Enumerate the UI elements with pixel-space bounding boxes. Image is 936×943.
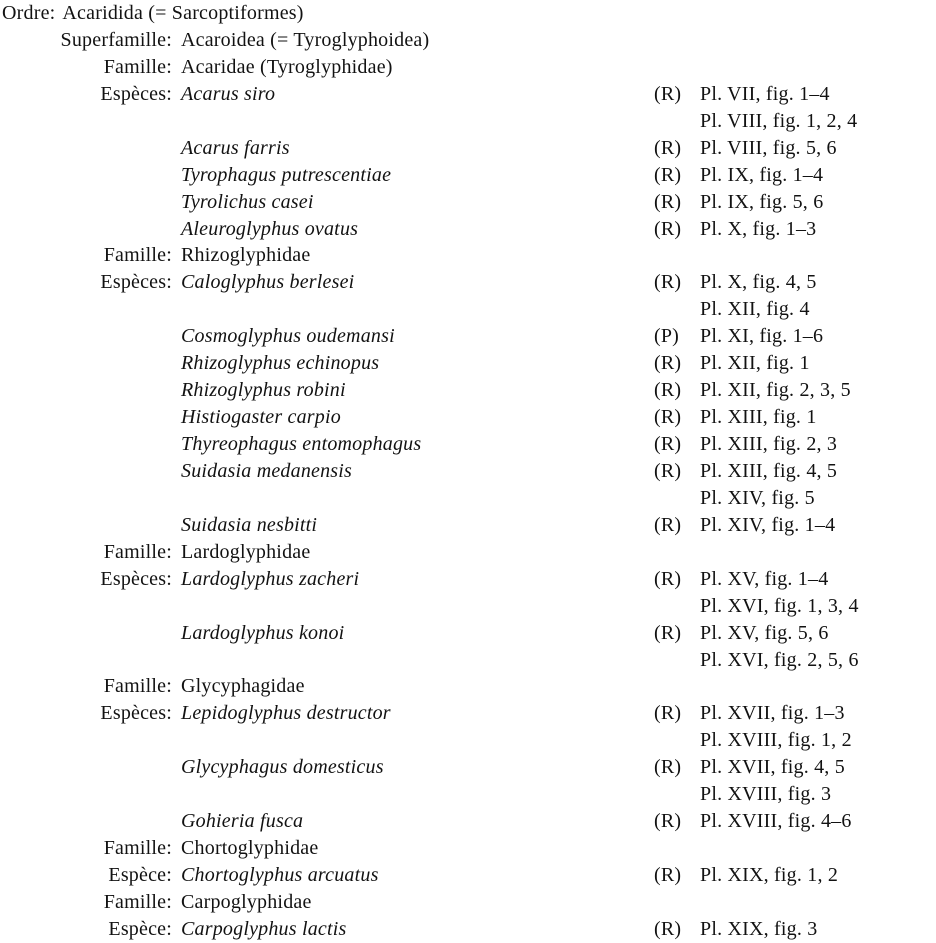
rank-label: Famille: bbox=[103, 244, 172, 267]
plate-figure-reference: Pl. XVII, fig. 1–3 bbox=[700, 702, 845, 725]
taxonomy-row bbox=[0, 862, 936, 889]
plate-figure-reference: Pl. X, fig. 4, 5 bbox=[700, 271, 817, 294]
taxon-name: Chortoglyphidae bbox=[181, 837, 319, 860]
species-name: Rhizoglyphus robini bbox=[181, 379, 346, 402]
taxon-name: Acaridida (= Sarcoptiformes) bbox=[62, 2, 304, 24]
rank-label: Famille: bbox=[103, 55, 172, 78]
taxon-name: Acaroidea (= Tyroglyphoidea) bbox=[181, 28, 430, 51]
rank-label: Espèce: bbox=[108, 917, 172, 940]
taxonomy-row bbox=[0, 485, 936, 512]
rank-label: Superfamille: bbox=[60, 28, 172, 51]
plate-figure-reference: Pl. XVI, fig. 2, 5, 6 bbox=[700, 648, 859, 671]
taxon-name: Acaridae (Tyroglyphidae) bbox=[181, 55, 393, 78]
species-name: Carpoglyphus lactis bbox=[181, 917, 347, 940]
species-name: Suidasia medanensis bbox=[181, 459, 353, 482]
status-marker: (R) bbox=[654, 433, 682, 455]
plate-figure-reference: Pl. IX, fig. 1–4 bbox=[700, 163, 824, 186]
species-name: Glycyphagus domesticus bbox=[181, 756, 384, 779]
plate-figure-reference: Pl. XV, fig. 5, 6 bbox=[700, 621, 829, 644]
status-marker: (R) bbox=[654, 810, 682, 833]
status-marker: (P) bbox=[654, 325, 680, 348]
plate-figure-reference: Pl. XIX, fig. 3 bbox=[700, 917, 818, 940]
taxonomy-row bbox=[0, 835, 936, 862]
taxonomy-row bbox=[0, 566, 936, 593]
status-marker: (R) bbox=[654, 217, 682, 240]
status-marker: (R) bbox=[654, 917, 682, 940]
taxon-name: Lardoglyphidae bbox=[181, 540, 311, 563]
rank-label: Famille: bbox=[103, 675, 172, 698]
species-name: Thyreophagus entomophagus bbox=[181, 433, 422, 455]
species-name: Acarus siro bbox=[181, 82, 276, 105]
taxon-name: Carpoglyphidae bbox=[181, 890, 312, 913]
rank-label: Espèces: bbox=[100, 702, 172, 725]
rank-label: Ordre: bbox=[2, 2, 56, 24]
status-marker: (R) bbox=[654, 163, 682, 186]
taxonomy-row bbox=[0, 296, 936, 323]
status-marker: (R) bbox=[654, 459, 682, 482]
taxonomy-row bbox=[0, 673, 936, 700]
taxonomy-row bbox=[0, 539, 936, 566]
plate-figure-reference: Pl. XVIII, fig. 1, 2 bbox=[700, 729, 852, 752]
plate-figure-reference: Pl. XIII, fig. 1 bbox=[700, 406, 817, 429]
status-marker: (R) bbox=[654, 379, 682, 402]
rank-label: Famille: bbox=[103, 837, 172, 860]
plate-figure-reference: Pl. VIII, fig. 1, 2, 4 bbox=[700, 109, 858, 132]
rank-label: Famille: bbox=[103, 890, 172, 913]
taxonomy-row bbox=[0, 727, 936, 754]
taxonomy-row bbox=[0, 808, 936, 835]
plate-figure-reference: Pl. XVI, fig. 1, 3, 4 bbox=[700, 594, 859, 617]
rank-label: Espèce: bbox=[108, 864, 172, 886]
plate-figure-reference: Pl. XII, fig. 1 bbox=[700, 352, 810, 375]
species-name: Histiogaster carpio bbox=[181, 406, 341, 429]
species-name: Rhizoglyphus echinopus bbox=[181, 352, 380, 375]
plate-figure-reference: Pl. X, fig. 1–3 bbox=[700, 217, 817, 240]
rank-label: Espèces: bbox=[100, 271, 172, 294]
taxonomy-row bbox=[0, 269, 936, 296]
plate-figure-reference: Pl. XVIII, fig. 3 bbox=[700, 783, 832, 806]
plate-figure-reference: Pl. XIV, fig. 1–4 bbox=[700, 513, 836, 536]
status-marker: (R) bbox=[654, 513, 682, 536]
status-marker: (R) bbox=[654, 136, 682, 159]
plate-figure-reference: Pl. XVIII, fig. 4–6 bbox=[700, 810, 852, 833]
taxonomy-row bbox=[0, 135, 936, 162]
species-name: Lardoglyphus zacheri bbox=[181, 567, 360, 590]
taxonomy-row bbox=[0, 189, 936, 216]
rank-label: Espèces: bbox=[100, 82, 172, 105]
rank-label: Espèces: bbox=[100, 567, 172, 590]
species-name: Gohieria fusca bbox=[181, 810, 304, 833]
status-marker: (R) bbox=[654, 567, 682, 590]
taxonomy-row bbox=[0, 54, 936, 81]
plate-figure-reference: Pl. XIV, fig. 5 bbox=[700, 486, 815, 509]
rank-label: Famille: bbox=[103, 540, 172, 563]
taxonomy-row bbox=[0, 512, 936, 539]
status-marker: (R) bbox=[654, 190, 682, 213]
plate-figure-reference: Pl. XIII, fig. 2, 3 bbox=[700, 433, 838, 455]
species-name: Chortoglyphus arcuatus bbox=[181, 864, 379, 886]
taxonomy-row bbox=[0, 81, 936, 108]
taxonomy-row bbox=[0, 916, 936, 943]
taxonomy-row bbox=[0, 377, 936, 404]
taxonomy-row bbox=[0, 458, 936, 485]
taxonomy-row bbox=[0, 889, 936, 916]
plate-figure-reference: Pl. XV, fig. 1–4 bbox=[700, 567, 829, 590]
plate-figure-reference: Pl. VIII, fig. 5, 6 bbox=[700, 136, 837, 159]
status-marker: (R) bbox=[654, 271, 682, 294]
taxonomy-row bbox=[0, 431, 936, 458]
taxonomy-row bbox=[0, 216, 936, 243]
taxon-name: Glycyphagidae bbox=[181, 675, 305, 698]
taxonomy-row bbox=[0, 323, 936, 350]
plate-figure-reference: Pl. XII, fig. 2, 3, 5 bbox=[700, 379, 851, 402]
taxonomy-row bbox=[0, 781, 936, 808]
taxonomy-row bbox=[0, 754, 936, 781]
species-name: Acarus farris bbox=[181, 136, 290, 159]
status-marker: (R) bbox=[654, 702, 682, 725]
taxonomy-row bbox=[0, 350, 936, 377]
taxon-name: Rhizoglyphidae bbox=[181, 244, 311, 267]
taxonomy-row bbox=[0, 647, 936, 674]
species-name: Tyrophagus putrescentiae bbox=[181, 163, 392, 186]
species-name: Lepidoglyphus destructor bbox=[181, 702, 391, 725]
species-name: Caloglyphus berlesei bbox=[181, 271, 355, 294]
plate-figure-reference: Pl. XVII, fig. 4, 5 bbox=[700, 756, 845, 779]
taxonomy-row bbox=[0, 0, 936, 27]
species-name: Tyrolichus casei bbox=[181, 190, 314, 213]
status-marker: (R) bbox=[654, 621, 682, 644]
plate-figure-reference: Pl. XIII, fig. 4, 5 bbox=[700, 459, 838, 482]
plate-figure-reference: Pl. IX, fig. 5, 6 bbox=[700, 190, 824, 213]
taxonomy-row bbox=[0, 593, 936, 620]
taxonomy-row bbox=[0, 242, 936, 269]
status-marker: (R) bbox=[654, 352, 682, 375]
taxonomy-row bbox=[0, 162, 936, 189]
status-marker: (R) bbox=[654, 864, 682, 886]
status-marker: (R) bbox=[654, 756, 682, 779]
taxonomy-row bbox=[0, 700, 936, 727]
species-name: Aleuroglyphus ovatus bbox=[181, 217, 359, 240]
plate-figure-reference: Pl. XII, fig. 4 bbox=[700, 298, 810, 321]
species-name: Cosmoglyphus oudemansi bbox=[181, 325, 395, 348]
plate-figure-reference: Pl. XIX, fig. 1, 2 bbox=[700, 864, 839, 886]
species-name: Suidasia nesbitti bbox=[181, 513, 318, 536]
species-name: Lardoglyphus konoi bbox=[181, 621, 345, 644]
plate-figure-reference: Pl. XI, fig. 1–6 bbox=[700, 325, 824, 348]
status-marker: (R) bbox=[654, 82, 682, 105]
taxonomy-row bbox=[0, 620, 936, 647]
plate-figure-reference: Pl. VII, fig. 1–4 bbox=[700, 82, 830, 105]
taxonomy-row bbox=[0, 27, 936, 54]
taxonomy-row bbox=[0, 404, 936, 431]
taxonomy-row bbox=[0, 108, 936, 135]
status-marker: (R) bbox=[654, 406, 682, 429]
